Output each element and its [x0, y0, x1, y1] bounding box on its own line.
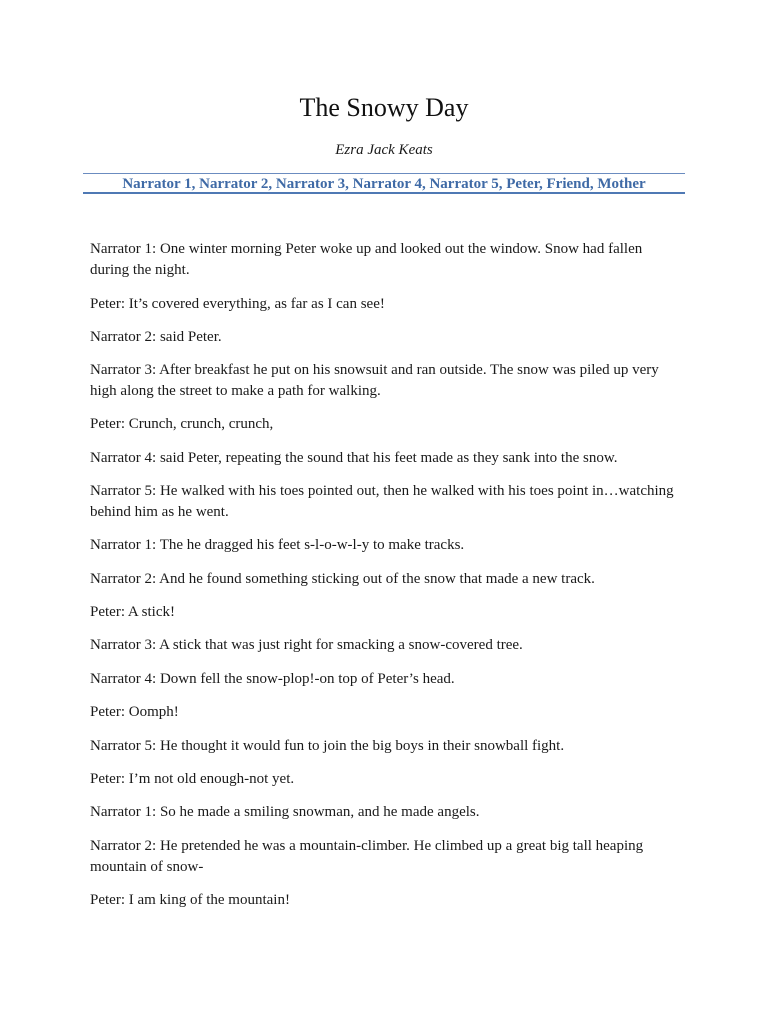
script-line: Narrator 2: said Peter.	[90, 329, 222, 345]
script-line: Narrator 1: The he dragged his feet s-l-o-w-l-y to make tracks.	[90, 537, 465, 553]
script-line: Narrator 4: said Peter, repeating the sound that his feet made as they sank into the snow.	[90, 450, 618, 466]
script-line: Peter: I’m not old enough-not yet.	[90, 771, 295, 787]
script-line: Narrator 1: So he made a smiling snowman, and he made angels.	[90, 804, 480, 820]
script-line: Peter: I am king of the mountain!	[90, 892, 290, 908]
cast-list: Narrator 1, Narrator 2, Narrator 3, Narrator 4, Narrator 5, Peter, Friend, Mother	[122, 176, 646, 192]
script-line: Narrator 5: He thought it would fun to join the big boys in their snowball fight.	[90, 738, 565, 754]
script-line: Narrator 2: He pretended he was a mountain-climber. He climbed up a great big tall heaping mountain of snow-	[90, 838, 644, 875]
script-line: Narrator 1: One winter morning Peter woke up and looked out the window. Snow had fallen during the night.	[90, 241, 643, 278]
script-line: Peter: Crunch, crunch, crunch,	[90, 416, 274, 432]
script-line: Peter: Oomph!	[90, 704, 179, 720]
script-line: Narrator 5: He walked with his toes pointed out, then he walked with his toes point in…watching behind him as he went.	[90, 483, 674, 520]
script-line: Narrator 3: A stick that was just right for smacking a snow-covered tree.	[90, 637, 523, 653]
script-line: Peter: It’s covered everything, as far as I can see!	[90, 296, 385, 312]
script-line: Narrator 2: And he found something sticking out of the snow that made a new track.	[90, 571, 595, 587]
document-author: Ezra Jack Keats	[335, 142, 433, 158]
document-title: The Snowy Day	[299, 93, 469, 122]
script-line: Peter: A stick!	[90, 604, 175, 620]
script-line: Narrator 3: After breakfast he put on his snowsuit and ran outside. The snow was piled up very high along the street to make a path for walking.	[90, 362, 659, 399]
cast-list-box	[83, 173, 685, 194]
script-line: Narrator 4: Down fell the snow-plop!-on top of Peter’s head.	[90, 671, 455, 687]
